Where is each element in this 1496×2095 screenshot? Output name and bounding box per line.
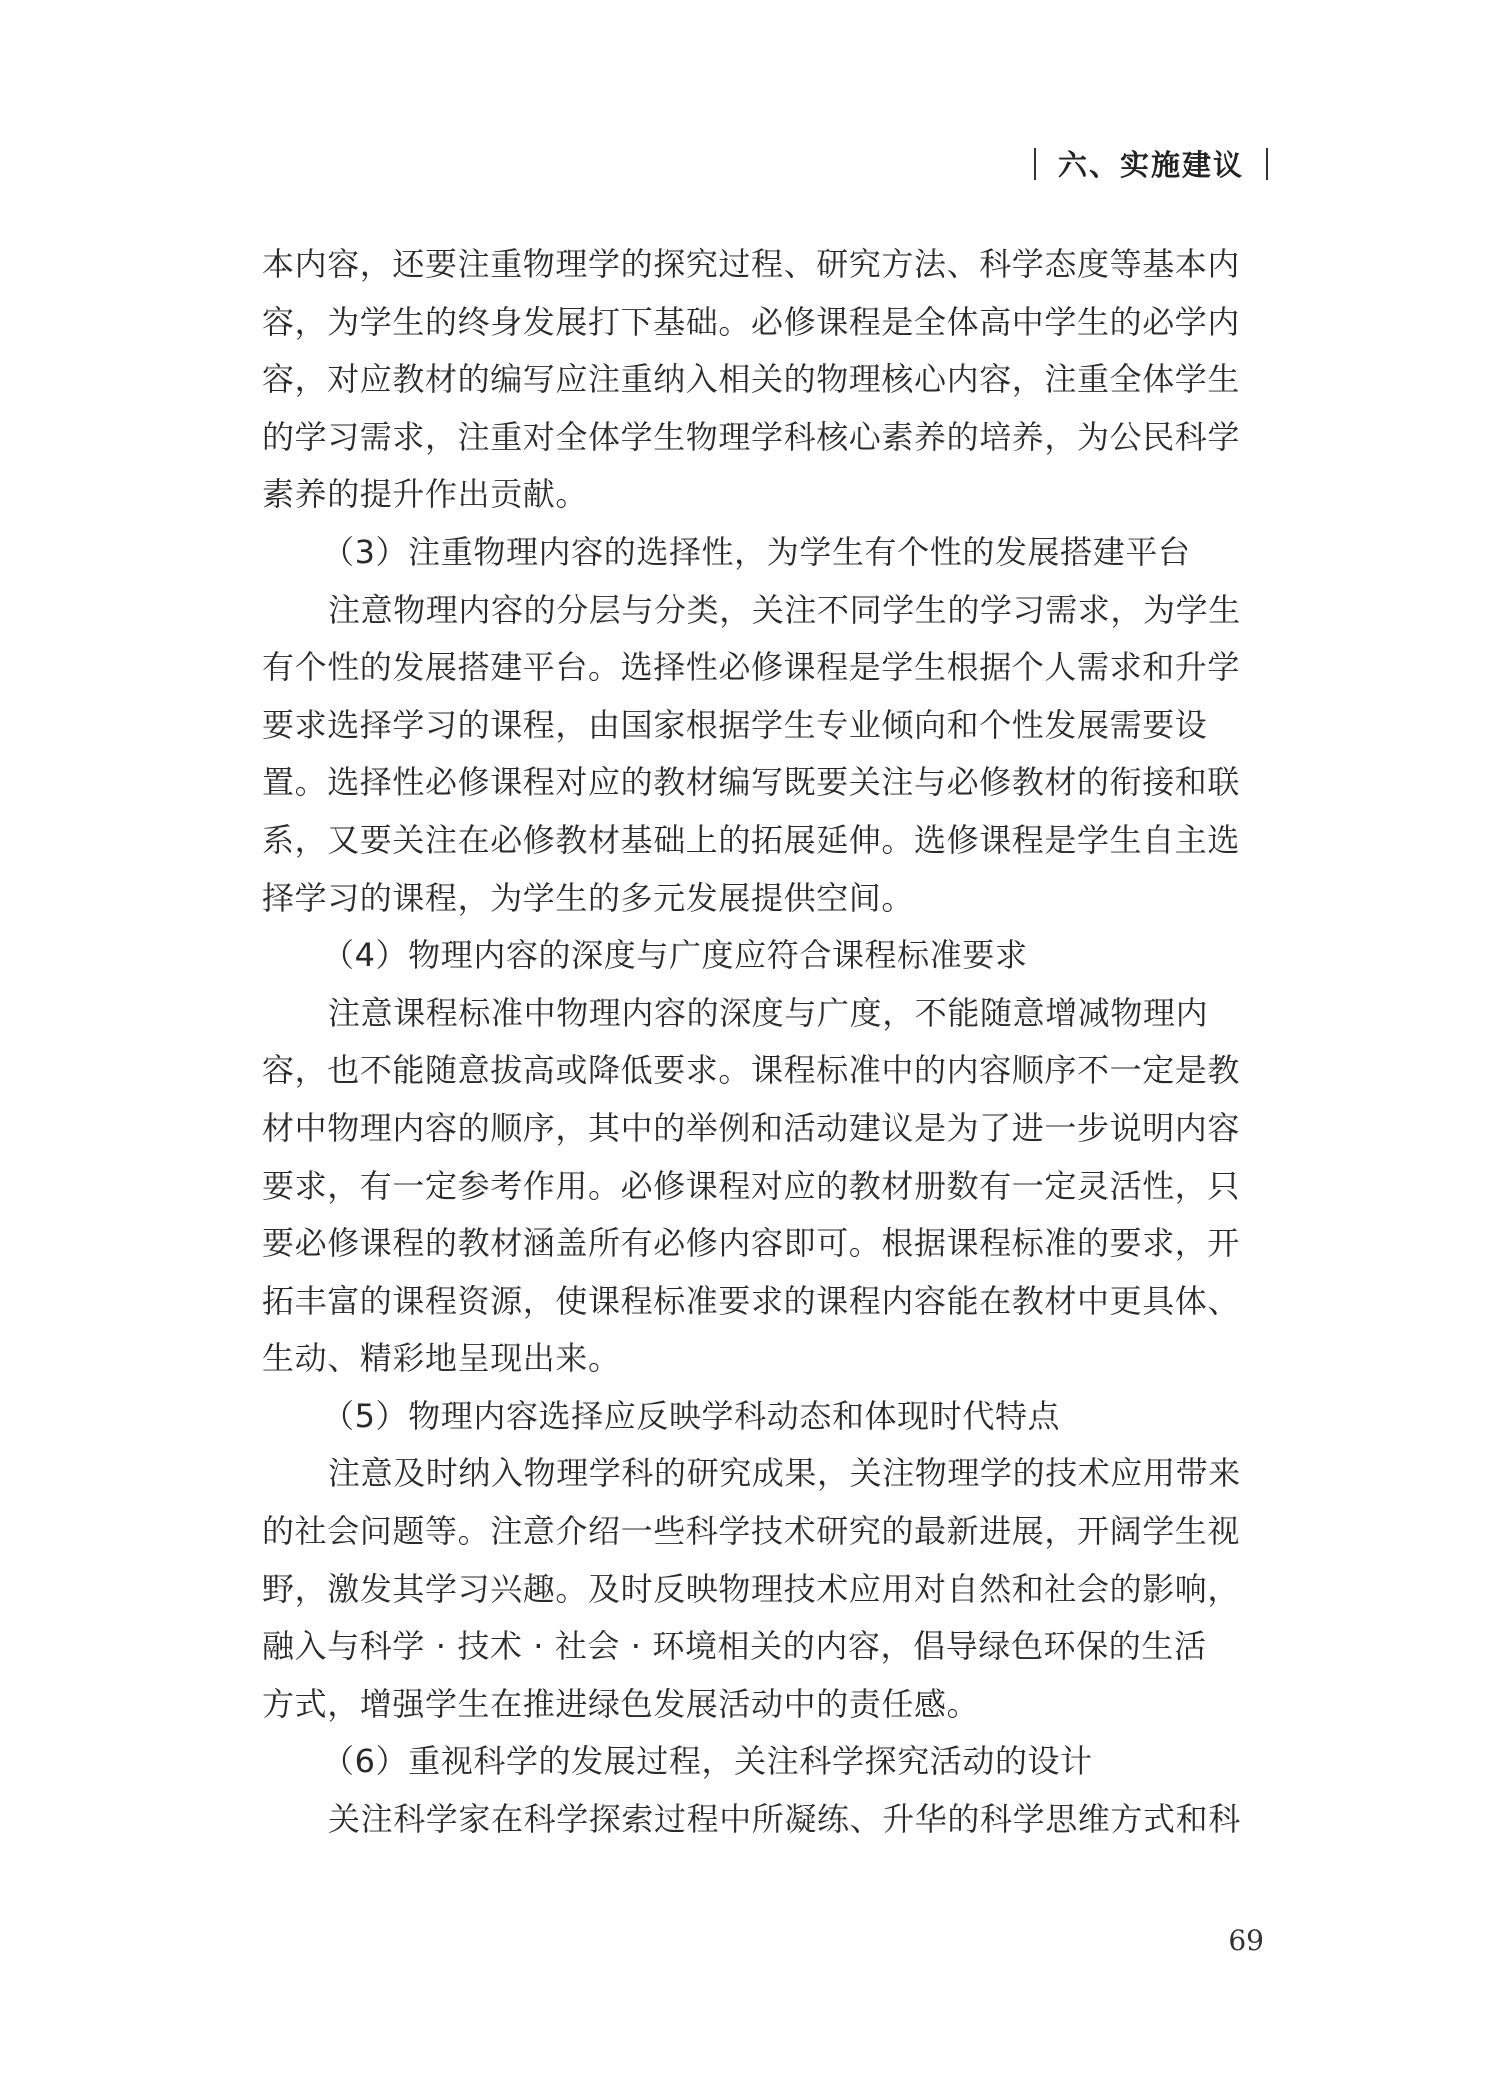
- page-number: 69: [1228, 1924, 1264, 1957]
- text-line: 要求选择学习的课程，由国家根据学生专业倾向和个性发展需要设: [262, 705, 1208, 744]
- text-line: 素养的提升作出贡献。: [262, 475, 589, 514]
- text-line: 生动、精彩地呈现出来。: [262, 1339, 621, 1378]
- text-line: 拓丰富的课程资源，使课程标准要求的课程内容能在教材中更具体、: [262, 1281, 1241, 1320]
- page-body: [262, 236, 1262, 1849]
- text-line: 置。选择性必修课程对应的教材编写既要关注与必修教材的衔接和联: [262, 763, 1241, 802]
- section-title: 六、实施建议: [1057, 148, 1244, 182]
- text-line: 容，也不能随意拔高或降低要求。课程标准中的内容顺序不一定是教: [262, 1051, 1241, 1090]
- header-right-rule: [1266, 148, 1268, 180]
- subsection-heading: （6）重视科学的发展过程，关注科学探究活动的设计: [322, 1742, 1093, 1781]
- text-line: 的学习需求，注重对全体学生物理学科核心素养的培养，为公民科学: [262, 417, 1241, 456]
- text-line: 系，又要关注在必修教材基础上的拓展延伸。选修课程是学生自主选: [262, 820, 1241, 859]
- paragraph-first-line: 注意物理内容的分层与分类，关注不同学生的学习需求，为学生: [328, 590, 1241, 629]
- text-line: 要必修课程的教材涵盖所有必修内容即可。根据课程标准的要求，开: [262, 1224, 1241, 1263]
- paragraph-first-line: 关注科学家在科学探索过程中所凝练、升华的科学思维方式和科: [328, 1800, 1241, 1839]
- text-line: 要求，有一定参考作用。必修课程对应的教材册数有一定灵活性，只: [262, 1166, 1241, 1205]
- subsection-heading: （3）注重物理内容的选择性，为学生有个性的发展搭建平台: [322, 532, 1191, 571]
- subsection-heading: （4）物理内容的深度与广度应符合课程标准要求: [322, 936, 1028, 975]
- header-left-rule: [1034, 148, 1036, 180]
- text-line: 容，对应教材的编写应注重纳入相关的物理核心内容，注重全体学生: [262, 360, 1241, 399]
- text-line: 材中物理内容的顺序，其中的举例和活动建议是为了进一步说明内容: [262, 1108, 1241, 1147]
- text-line: 野，激发其学习兴趣。及时反映物理技术应用对自然和社会的影响，: [262, 1569, 1241, 1608]
- text-line: 择学习的课程，为学生的多元发展提供空间。: [262, 878, 915, 917]
- text-line: 本内容，还要注重物理学的探究过程、研究方法、科学态度等基本内: [262, 245, 1241, 283]
- text-line: 的社会问题等。注意介绍一些科学技术研究的最新进展，开阔学生视: [262, 1512, 1241, 1551]
- subsection-heading: （5）物理内容选择应反映学科动态和体现时代特点: [322, 1396, 1061, 1435]
- paragraph-first-line: 注意及时纳入物理学科的研究成果，关注物理学的技术应用带来: [328, 1454, 1241, 1493]
- running-header: [1034, 143, 1268, 184]
- text-line: 方式，增强学生在推进绿色发展活动中的责任感。: [262, 1684, 980, 1723]
- text-line: 融入与科学 · 技术 · 社会 · 环境相关的内容，倡导绿色环保的生活: [262, 1627, 1207, 1666]
- text-line: 有个性的发展搭建平台。选择性必修课程是学生根据个人需求和升学: [262, 648, 1241, 687]
- paragraph-first-line: 注意课程标准中物理内容的深度与广度，不能随意增减物理内: [328, 993, 1209, 1032]
- text-line: 容，为学生的终身发展打下基础。必修课程是全体高中学生的必学内: [262, 302, 1241, 341]
